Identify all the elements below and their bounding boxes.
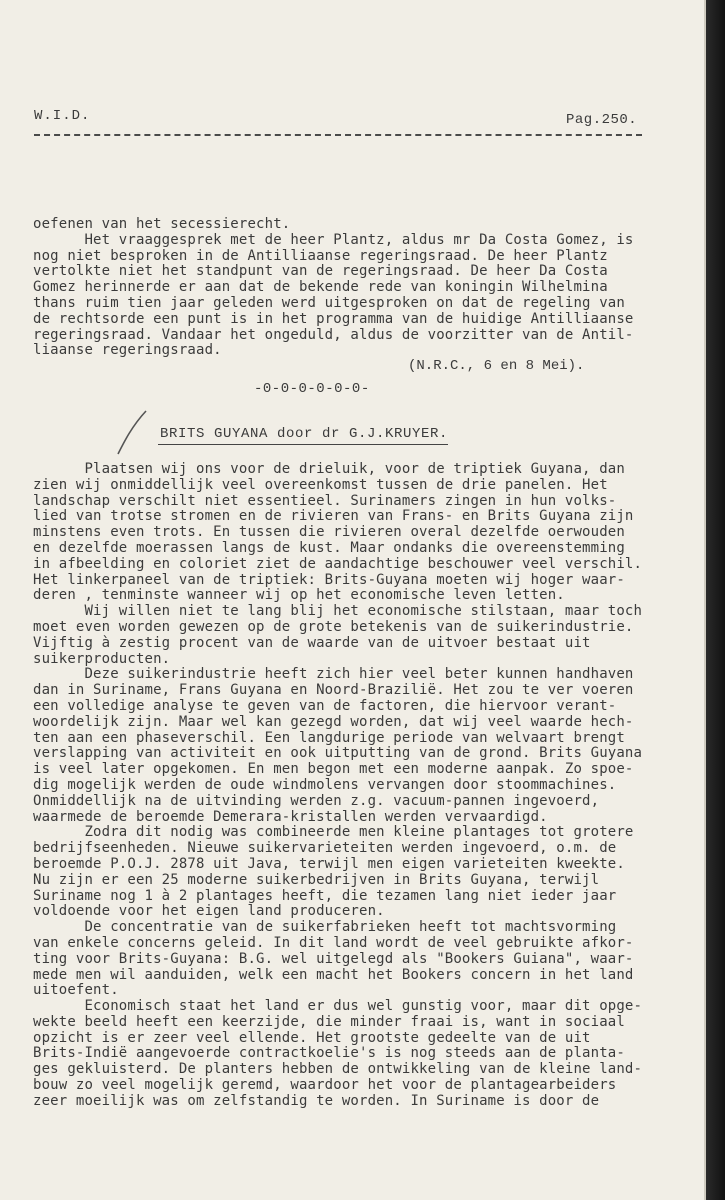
header-dashed-rule — [34, 134, 642, 136]
handwritten-slash-mark — [114, 408, 150, 456]
article-body: Plaatsen wij ons voor de drieluik, voor de triptiek Guyana, dan zien wij onmiddellijk veel overeenkomst tussen de drie panelen. Het landschap verschilt niet essentieel. Surinamers zingen in hun volks- lied van trotse stromen en de rivieren van Frans- en Brits Guyana zijn minstens even trots. En tussen die rivieren overal dezelfde oerwouden en dezelfde moerassen langs de kust. Maar ondanks die overeenstemming in afbeelding en coloriet ziet de aandachtige beschouwer veel verschil. Het linkerpaneel van de triptiek: Brits-Guyana moeten wij hoger waar- deren , tenminste wanneer wij op het economische leven letten. Wij willen niet te lang blij het economische stilstaan, maar toch moet even worden gewezen op de grote betekenis van de suikerindustrie. Vijftig à zestig procent van de waarde van de uitvoer bestaat uit suikerproducten. Deze suikerindustrie heeft zich hier veel beter kunnen handhaven dan in Suriname, Frans Guyana en Noord-Brazilië. Het zou te ver voeren een volledige analyse te geven van de factoren, die hiervoor verant- woordelijk zijn. Maar wel kan gezegd worden, dat wij veel waarde hech- ten aan een phaseverschil. Een langdurige periode van welvaart brengt verslapping van activiteit en ook uitputting van de grond. Brits Guyana is veel later opgekomen. En men begon met een moderne aanpak. Zo spoe- dig mogelijk werden de oude windmolens vervangen door stoommachines. Onmiddellijk na de uitvinding werden z.g. vacuum-pannen ingevoerd, waarmede de beroemde Demerara-kristallen werden vervaardigd. Zodra dit nodig was combineerde men kleine plantages tot grotere bedrijfseenheden. Nieuwe suikervarieteiten werden ingevoerd, o.m. de beroemde P.O.J. 2878 uit Java, terwijl men eigen varieteiten kweekte. Nu zijn er een 25 moderne suikerbedrijven in Brits Guyana, terwijl Suriname nog 1 à 2 plantages heeft, die tezamen lang niet ieder jaar voldoende voor het eigen land produceren. De concentratie van de suikerfabrieken heeft tot machtsvorming van enkele concerns geleid. In dit land wordt de veel gebruikte afkor- ting voor Brits-Guyana: B.G. wel uitgelegd als "Bookers Guiana", waar- mede men wil aanduiden, welk een macht het Bookers concern in het land uitoefent. Economisch staat het land er dus wel gunstig voor, maar dit opge- wekte beeld heeft een keerzijde, die minder fraai is, want in sociaal opzicht is er zeer veel ellende. Het grootste gedeelte van de uit Brits-Indië aangevoerde contractkoelie's is nog steeds aan de planta- ges gekluisterd. De planters hebben de ontwikkeling van de kleine land- bouw zo veel mogelijk geremd, waardoor het voor de plantagearbeiders zeer moeilijk was om zelfstandig te worden. In Suriname is door de — [33, 461, 643, 1109]
source-citation: (N.R.C., 6 en 8 Mei). — [408, 358, 585, 374]
article-title: BRITS GUYANA door dr G.J.KRUYER. — [160, 426, 449, 442]
section-divider: -0-0-0-0-0-0- — [254, 381, 370, 397]
header-source-code: W.I.D. — [34, 108, 91, 124]
binding-edge — [706, 0, 725, 1200]
page-number: Pag.250. — [566, 112, 638, 128]
previous-article-text: oefenen van het secessierecht. Het vraaggesprek met de heer Plantz, aldus mr Da Costa Gomez, is nog niet besproken in de Antilliaanse regeringsraad. De heer Plantz vertolkte niet het standpunt van de regeringsraad. De heer Da Costa Gomez herinnerde er aan dat de bekende rede van koningin Wilhelmina thans ruim tien jaar geleden werd uitgesproken on dat de regeling van de rechtsorde een punt is in het programma van de huidige Antilliaanse regeringsraad. Vandaar het ongeduld, aldus de voorzitter van de Antil- liaanse regeringsraad. — [33, 216, 634, 359]
title-underline — [158, 444, 448, 445]
